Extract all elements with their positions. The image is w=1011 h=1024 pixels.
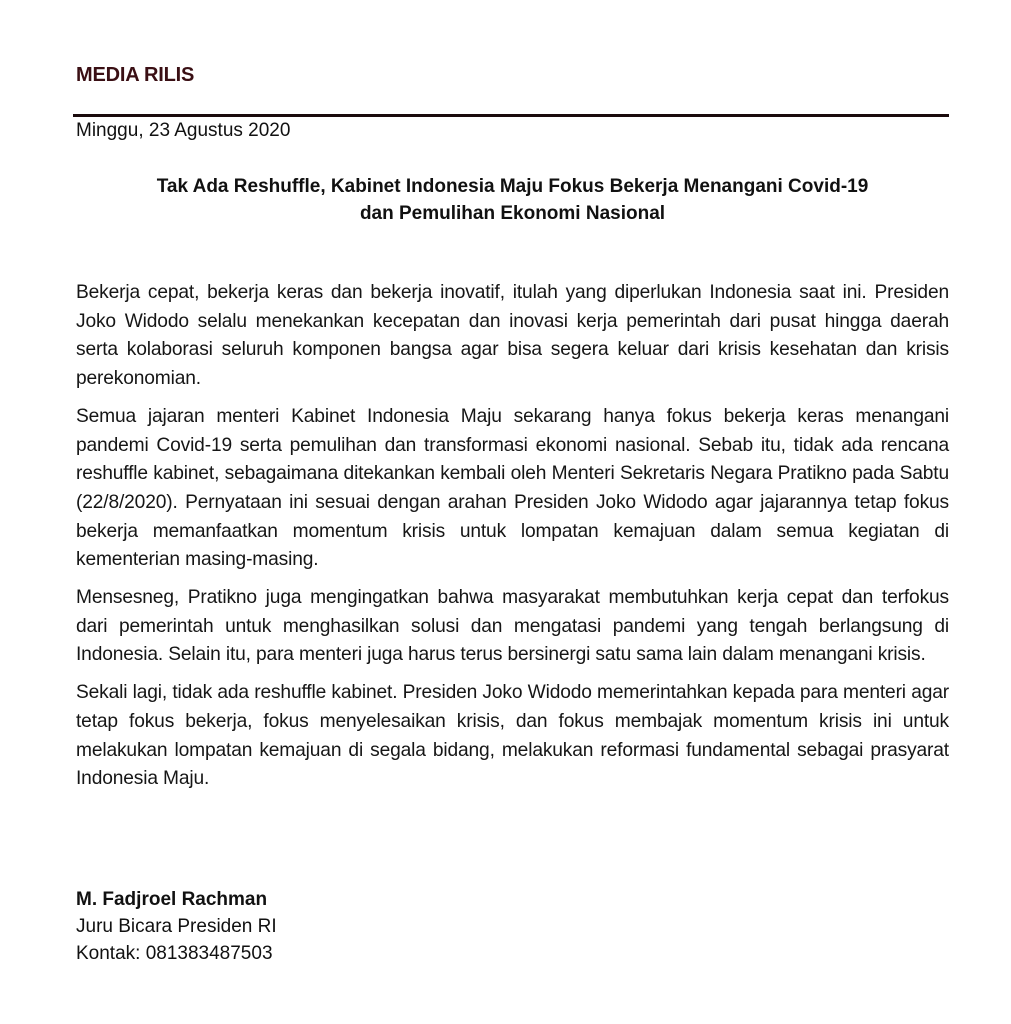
- media-release-label: MEDIA RILIS: [76, 64, 195, 86]
- release-date: Minggu, 23 Agustus 2020: [76, 120, 291, 141]
- paragraph-4: Sekali lagi, tidak ada reshuffle kabinet. Presiden Joko Widodo memerintahkan kepada para menteri agar tetap fokus bekerja, fokus menyelesaikan krisis, dan fokus membajak momentum krisis ini untuk melakukan lompatan kemajuan di segala bidang, melakukan reformasi fundamental sebagai prasyarat Indonesia Maju.: [76, 682, 949, 790]
- header-divider: [73, 114, 949, 117]
- headline: [76, 173, 949, 227]
- body-text: [76, 279, 949, 803]
- headline-line-2: dan Pemulihan Ekonomi Nasional: [359, 203, 666, 224]
- signature-block: [76, 886, 277, 967]
- signatory-name: M. Fadjroel Rachman: [76, 889, 268, 910]
- paragraph-3: Mensesneg, Pratikno juga mengingatkan bahwa masyarakat membutuhkan kerja cepat dan terfokus dari pemerintah untuk menghasilkan solusi dan mengatasi pandemi yang tengah berlangsung di Indonesia. Selain itu, para menteri juga harus terus bersinergi satu sama lain dalam menangani krisis.: [76, 587, 949, 666]
- signatory-title: Juru Bicara Presiden RI: [76, 916, 277, 937]
- paragraph-2: Semua jajaran menteri Kabinet Indonesia Maju sekarang hanya fokus bekerja keras menangani pandemi Covid-19 serta pemulihan dan transformasi ekonomi nasional. Sebab itu, tidak ada rencana reshuffle kabinet, sebagaimana ditekankan kembali oleh Menteri Sekretaris Negara Pratikno pada Sabtu (22/8/2020). Pernyataan ini sesuai dengan arahan Presiden Joko Widodo agar jajarannya tetap fokus bekerja memanfaatkan momentum krisis untuk lompatan kemajuan dalam semua kegiatan di kementerian masing-masing.: [76, 405, 949, 571]
- headline-line-1: Tak Ada Reshuffle, Kabinet Indonesia Maju Fokus Bekerja Menangani Covid-19: [156, 176, 869, 197]
- paragraph-1: Bekerja cepat, bekerja keras dan bekerja inovatif, itulah yang diperlukan Indonesia saat ini. Presiden Joko Widodo selalu menekankan kecepatan dan inovasi kerja pemerintah dari pusat hingga daerah serta kolaborasi seluruh komponen bangsa agar bisa segera keluar dari krisis kesehatan dan krisis perekonomian.: [76, 282, 949, 390]
- contact-info: Kontak: 081383487503: [76, 943, 273, 964]
